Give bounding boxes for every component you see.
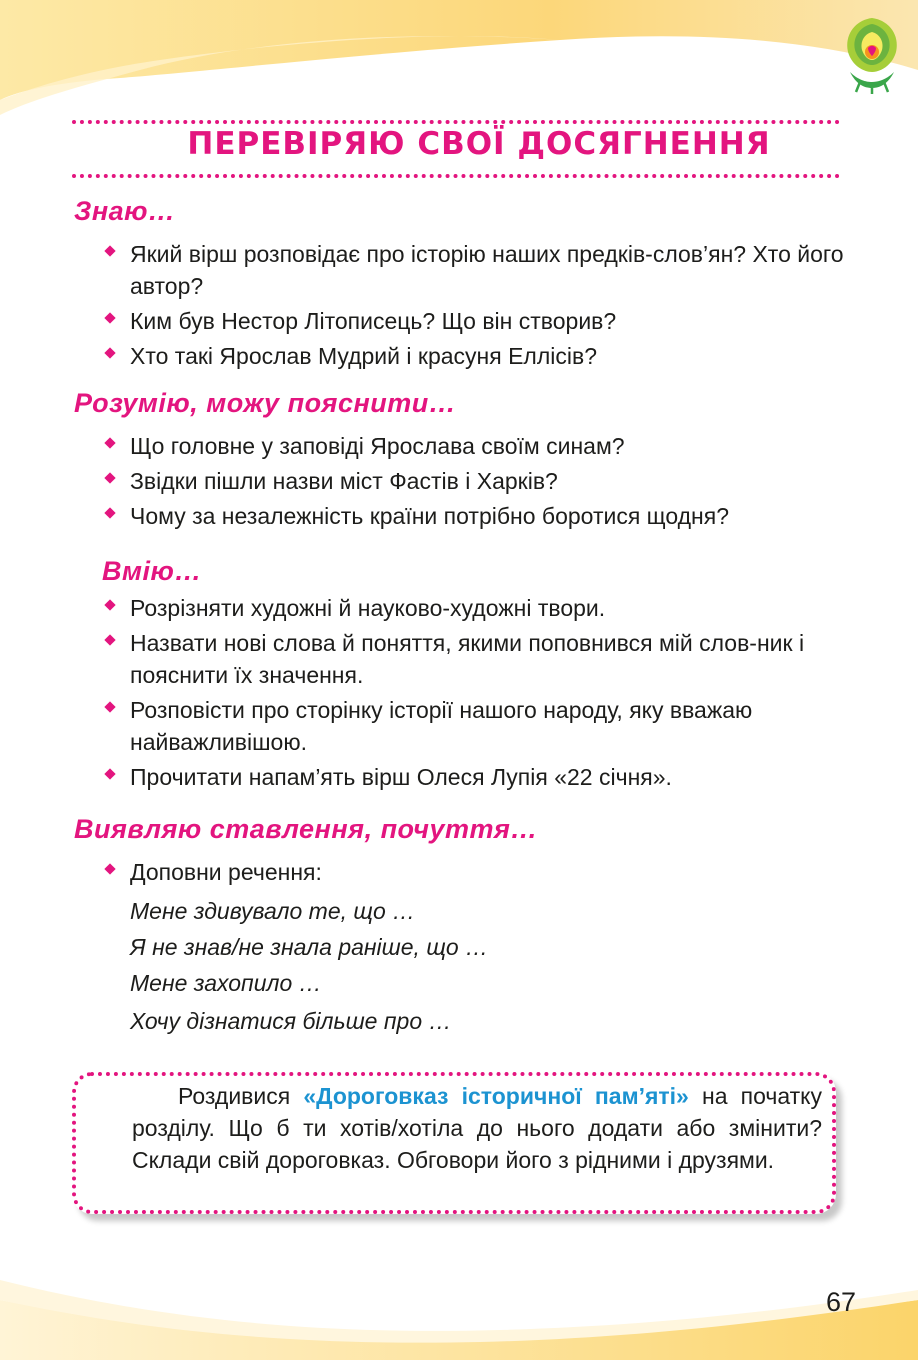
title-bottom-rule <box>72 174 840 178</box>
bullet-icon <box>104 245 115 256</box>
list-item-text: Прочитати напам’ять вірш Олеся Лупія «22 січня». <box>130 764 672 790</box>
task-box <box>72 1072 836 1214</box>
list-item <box>0 238 918 302</box>
list-item-text: Звідки пішли назви міст Фастів і Харків? <box>130 468 558 494</box>
list-item <box>0 694 918 758</box>
section-heading-attitude: Виявляю ставлення, почуття… <box>74 814 538 844</box>
list-item-text: Хто такі Ярослав Мудрий і красуня Еллісів? <box>130 343 597 369</box>
title-top-rule <box>72 120 840 124</box>
bullet-icon <box>104 437 115 448</box>
list-item <box>0 340 918 372</box>
list-item-text: Який вірш розповідає про історію наших предків-слов’ян? Хто його автор? <box>130 241 844 299</box>
page-number: 67 <box>826 1287 857 1317</box>
sentence-starter: Хочу дізнатися більше про … <box>130 1008 452 1034</box>
sentence-starter: Мене захопило … <box>130 970 322 996</box>
bullet-icon <box>104 599 115 610</box>
can-list <box>0 592 918 796</box>
section-heading-understand: Розумію, можу пояснити… <box>74 388 457 418</box>
list-item <box>0 430 918 462</box>
bullet-icon <box>104 507 115 518</box>
list-item <box>0 465 918 497</box>
task-text-before: Роздивися <box>178 1083 291 1109</box>
list-item-text: Розповісти про сторінку історії нашого народу, яку вважаю найважливішою. <box>130 697 753 755</box>
list-item <box>0 761 918 793</box>
understand-list <box>0 430 918 535</box>
page-title: ПЕРЕВІРЯЮ СВОЇ ДОСЯГНЕННЯ <box>187 126 771 162</box>
bullet-icon <box>104 701 115 712</box>
bullet-icon <box>104 768 115 779</box>
bullet-icon <box>104 863 115 874</box>
know-list <box>0 238 918 375</box>
list-item-text: Ким був Нестор Літописець? Що він створив? <box>130 308 617 334</box>
section-heading-can: Вмію… <box>102 556 202 586</box>
bullet-icon <box>104 634 115 645</box>
list-item <box>0 592 918 624</box>
bullet-icon <box>104 472 115 483</box>
top-wave <box>0 0 918 100</box>
list-item-text: Назвати нові слова й поняття, якими поповнився мій слов-ник і пояснити їх значення. <box>130 630 805 688</box>
sentence-starter: Мене здивувало те, що … <box>130 898 416 924</box>
list-item-text: Чому за незалежність країни потрібно боротися щодня? <box>130 503 729 529</box>
sentence-starter: Я не знав/не знала раніше, що … <box>130 934 489 960</box>
attitude-list <box>0 856 918 891</box>
list-item <box>0 305 918 337</box>
list-item-text: Що головне у заповіді Ярослава своїм синам? <box>130 433 625 459</box>
task-highlight: «Дороговказ історичної пам’яті» <box>303 1083 689 1109</box>
list-item <box>0 627 918 691</box>
task-text-after: на початку розділу. Що б ти хотів/хотіла до нього додати або змінити? Склади свій дороговказ. Обговори його з рідними і друзями. <box>132 1083 823 1173</box>
list-item <box>0 500 918 532</box>
list-item-text: Доповни речення: <box>130 859 322 885</box>
folk-flower-ornament-icon <box>836 10 908 94</box>
task-text <box>132 1080 822 1176</box>
list-item-text: Розрізняти художні й науково-художні твори. <box>130 595 606 621</box>
bullet-icon <box>104 347 115 358</box>
section-heading-know: Знаю… <box>74 196 176 226</box>
list-item <box>0 856 918 888</box>
bullet-icon <box>104 312 115 323</box>
